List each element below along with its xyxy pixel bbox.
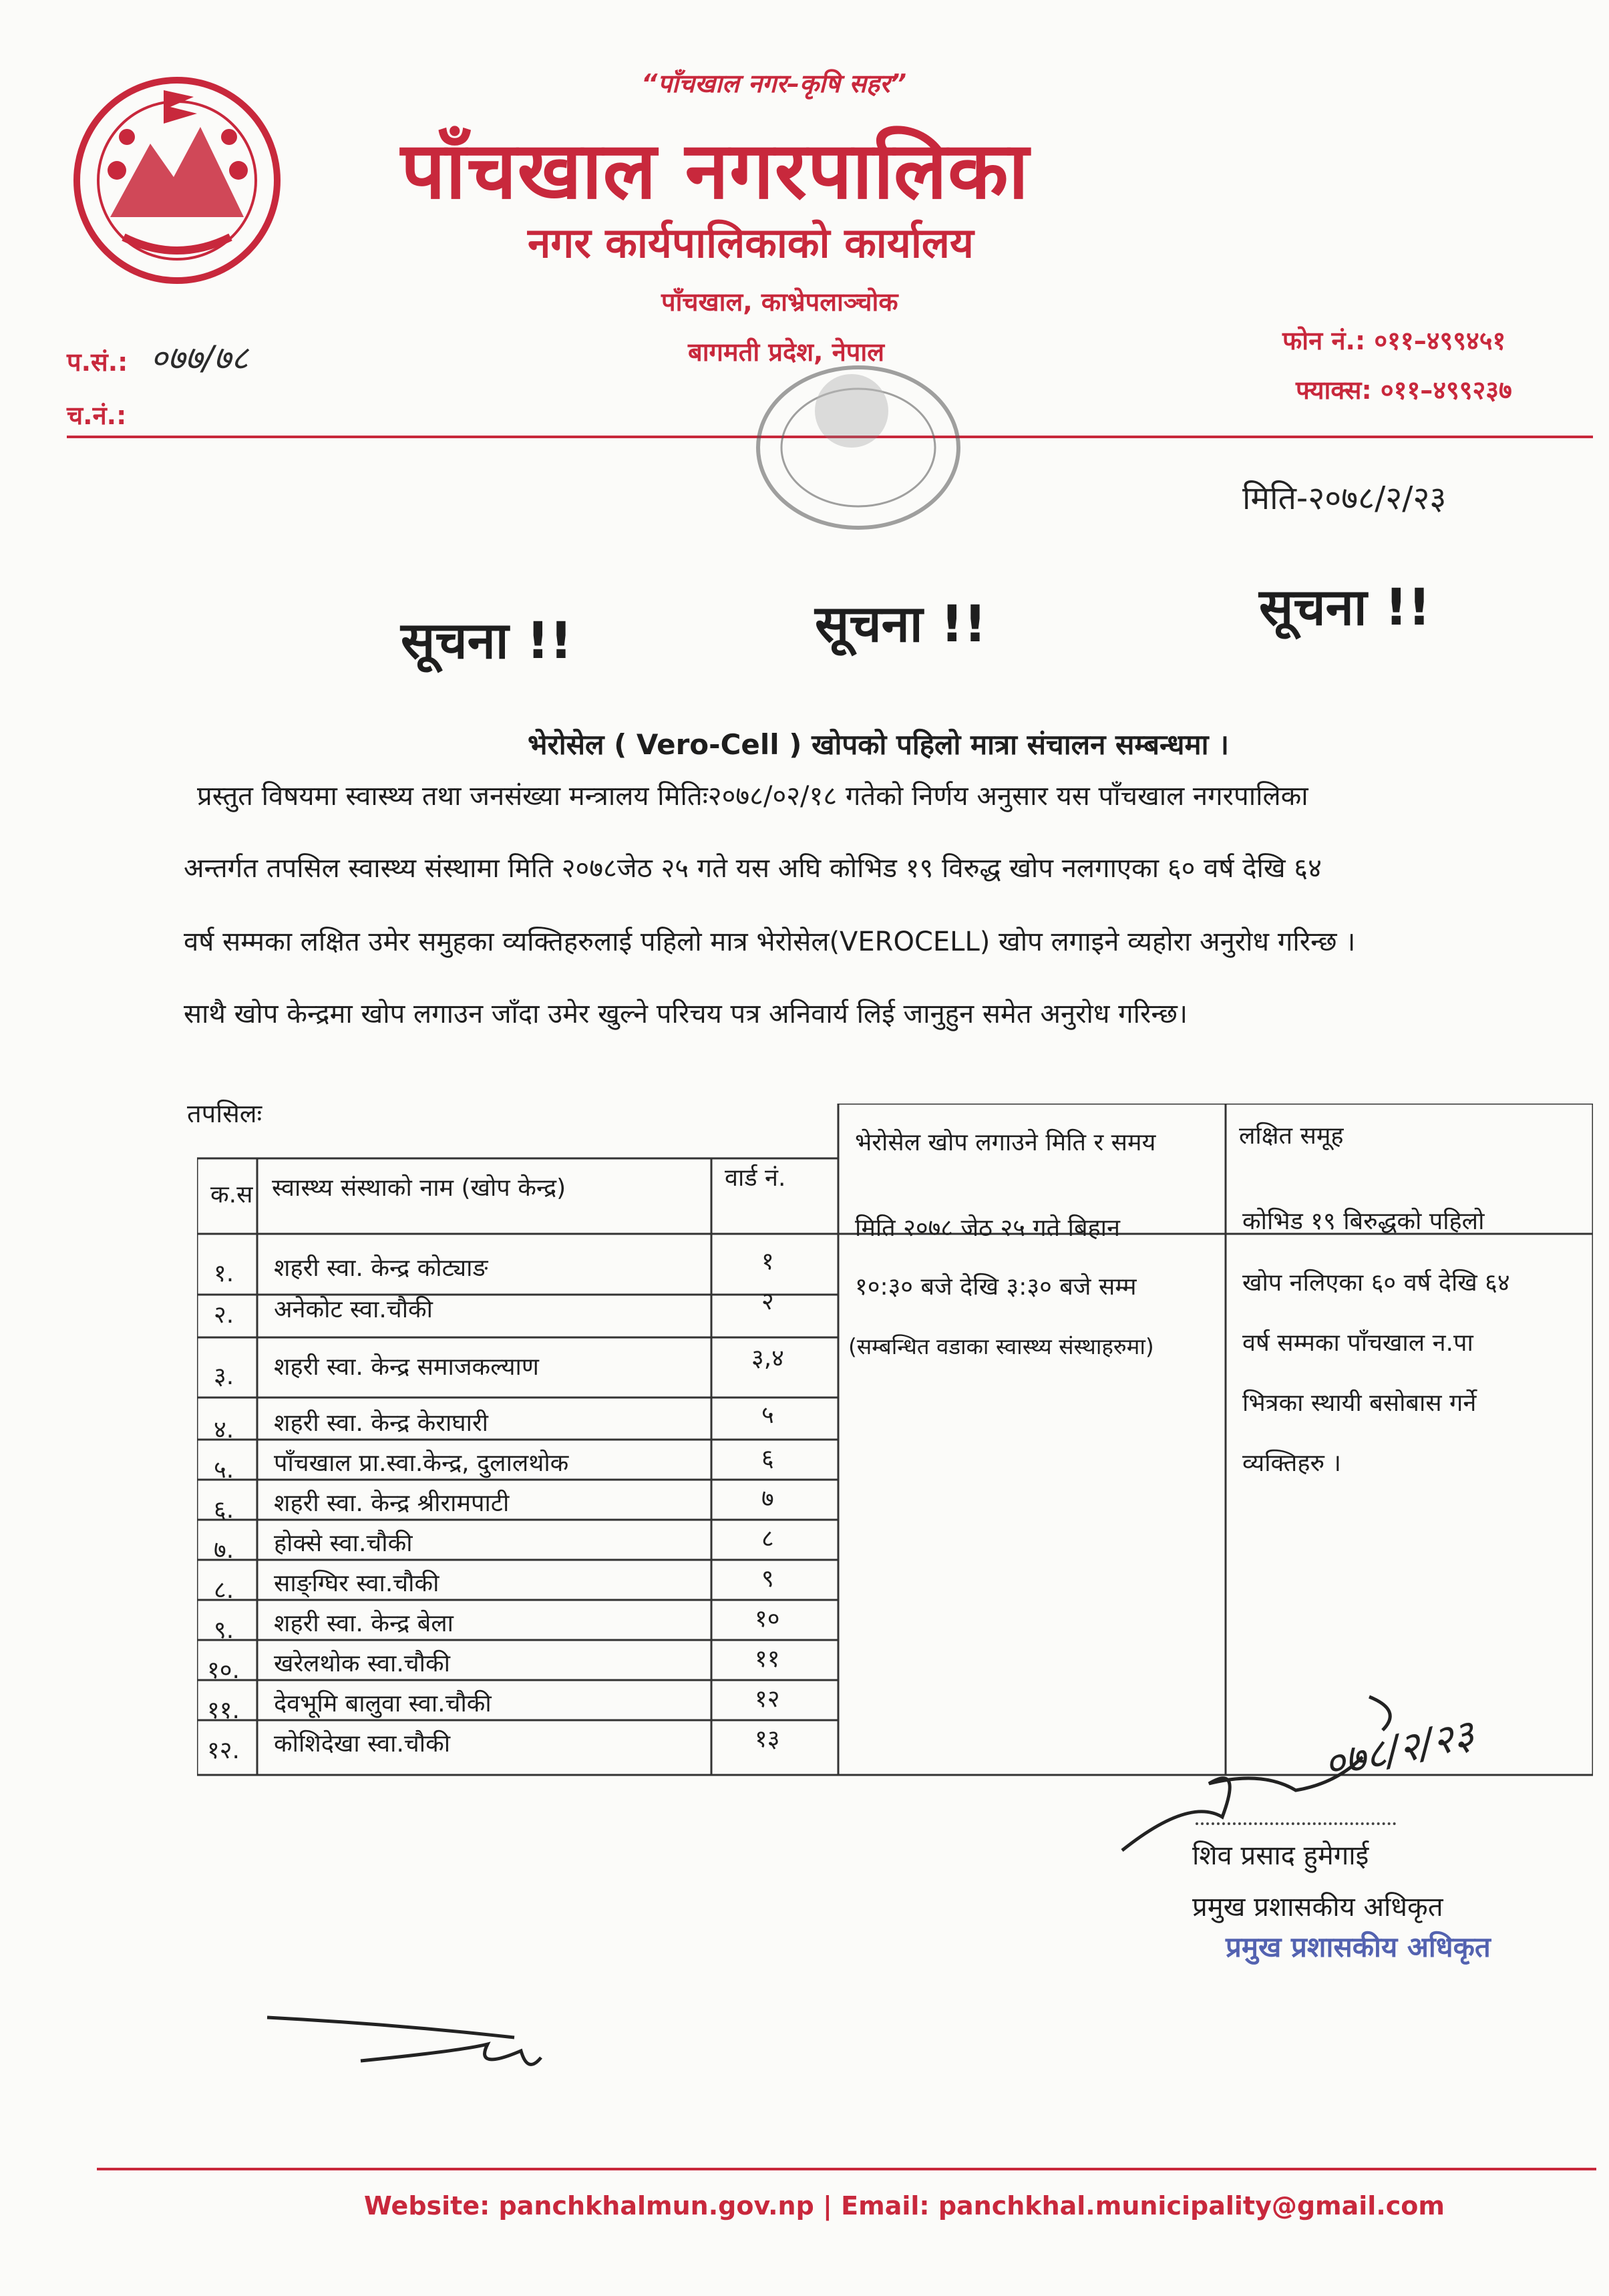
- row-sn: १०.: [207, 1657, 240, 1684]
- row-center-name: शहरी स्वा. केन्द्र समाजकल्याण: [274, 1353, 539, 1381]
- office-name: नगर कार्यपालिकाको कार्यालय: [528, 218, 974, 267]
- vaccination-centers-table: [197, 1104, 1593, 1778]
- row-center-name: शहरी स्वा. केन्द्र श्रीरामपाटी: [274, 1490, 510, 1517]
- row-center-name: अनेकोट स्वा.चौकी: [274, 1296, 433, 1323]
- nepal-emblem-icon: [63, 63, 291, 291]
- row-ward: १२: [755, 1685, 780, 1713]
- letter-date: मिति-२०७८/२/२३: [1242, 480, 1447, 517]
- row-center-name: शहरी स्वा. केन्द्र बेला: [274, 1610, 454, 1637]
- signer-name: शिव प्रसाद हुमेगाई: [1192, 1840, 1369, 1871]
- ref-number-label: प.सं.:: [67, 347, 128, 377]
- row-center-name: कोशिदेखा स्वा.चौकी: [274, 1730, 451, 1758]
- row-ward: ६: [761, 1445, 774, 1472]
- municipality-name: पाँचखाल नगरपालिका: [401, 124, 1030, 216]
- row-sn: १.: [214, 1260, 234, 1287]
- row-center-name: साङ्ग्घिर स्वा.चौकी: [274, 1570, 439, 1597]
- body-line: साथै खोप केन्द्रमा खोप लगाउन जाँदा उमेर खुल्ने परिचय पत्र अनिवार्य लिई जानुहुन समेत अनुरोध गरिन्छ।: [184, 999, 1188, 1029]
- target-line: भित्रका स्थायी बसोबास गर्ने: [1242, 1389, 1477, 1417]
- body-line: अन्तर्गत तपसिल स्वास्थ्य संस्थामा मिति २०७८जेठ २५ गते यस अघि कोभिड १९ विरुद्ध खोप नलगाएका ६० वर्ष देखि ६४: [184, 853, 1322, 884]
- row-sn: १२.: [207, 1737, 240, 1764]
- row-sn: ११.: [207, 1697, 240, 1724]
- address-line-2: बागमती प्रदेश, नेपाल: [688, 337, 884, 367]
- row-center-name: देवभूमि बालुवा स्वा.चौकी: [274, 1690, 492, 1717]
- row-center-name: शहरी स्वा. केन्द्र कोट्याङ: [274, 1255, 488, 1282]
- schedule-line: (सम्बन्धित वडाका स्वास्थ्य संस्थाहरुमा): [848, 1333, 1154, 1359]
- header-sn: क.स: [210, 1181, 253, 1208]
- header-ward: वार्ड नं.: [725, 1164, 786, 1192]
- signer-title: प्रमुख प्रशासकीय अधिकृत: [1192, 1892, 1443, 1923]
- officer-stamp: प्रमुख प्रशासकीय अधिकृत: [1226, 1931, 1491, 1963]
- details-label: तपसिलः: [187, 1099, 262, 1128]
- fax-number: फ्याक्स: ०११–४९९२३७: [1296, 375, 1512, 405]
- phone-number: फोन नं.: ०११–४९९४५१: [1282, 326, 1506, 355]
- row-sn: ९.: [214, 1617, 234, 1644]
- row-ward: २: [761, 1288, 774, 1315]
- target-line: खोप नलिएका ६० वर्ष देखि ६४: [1242, 1269, 1510, 1297]
- handwritten-date: ०७८/२/२३: [1319, 1711, 1479, 1788]
- notice-title: सूचना !!: [815, 594, 987, 653]
- row-sn: ८.: [214, 1577, 234, 1604]
- row-sn: ३.: [214, 1363, 234, 1390]
- initials-scribble: [260, 1997, 568, 2084]
- header-target-group: लक्षित समूह: [1239, 1122, 1344, 1150]
- body-line: प्रस्तुत विषयमा स्वास्थ्य तथा जनसंख्या मन्त्रालय मितिः२०७८/०२/१८ गतेको निर्णय अनुसार यस पाँचखाल नगरपालिका: [197, 781, 1308, 812]
- row-sn: ७.: [214, 1536, 234, 1564]
- signature-line: [1196, 1822, 1396, 1825]
- row-center-name: होक्से स्वा.चौकी: [274, 1530, 413, 1557]
- row-ward: १३: [755, 1726, 780, 1753]
- letter-subject: भेरोसेल ( Vero-Cell ) खोपको पहिलो मात्रा संचालन सम्बन्धमा ।: [528, 728, 1230, 761]
- row-ward: ३,४: [751, 1345, 784, 1372]
- row-ward: १: [761, 1248, 774, 1275]
- notice-title: सूचना !!: [1259, 577, 1431, 637]
- office-stamp: [731, 347, 985, 575]
- row-center-name: खरेलथोक स्वा.चौकी: [274, 1650, 450, 1677]
- schedule-line: मिति २०७८ जेठ २५ गते बिहान: [855, 1214, 1120, 1242]
- header-schedule: भेरोसेल खोप लगाउने मिति र समय: [855, 1129, 1156, 1156]
- row-ward: १०: [755, 1605, 780, 1633]
- ref-number-value: ०७७/७८: [150, 339, 248, 377]
- row-ward: ११: [755, 1645, 780, 1673]
- row-sn: ४.: [214, 1416, 234, 1444]
- body-line: वर्ष सम्मका लक्षित उमेर समुहका व्यक्तिहरुलाई पहिलो मात्र भेरोसेल(VEROCELL) खोप लगाइने व्यहोरा अनुरोध गरिन्छ ।: [184, 927, 1356, 957]
- row-sn: ६.: [214, 1496, 234, 1524]
- target-line: व्यक्तिहरु ।: [1242, 1450, 1342, 1477]
- footer-contact: Website: panchkhalmun.gov.np | Email: panchkhal.municipality@gmail.com: [364, 2191, 1445, 2221]
- row-ward: ९: [761, 1565, 774, 1593]
- notice-title: सूचना !!: [401, 611, 573, 670]
- row-ward: ७: [761, 1485, 774, 1512]
- row-center-name: पाँचखाल प्रा.स्वा.केन्द्र, दुलालथोक: [274, 1450, 569, 1477]
- address-line-1: पाँचखाल, काभ्रेपलाञ्चोक: [661, 287, 898, 317]
- dispatch-number-label: च.नं.:: [67, 401, 127, 430]
- row-center-name: शहरी स्वा. केन्द्र केराघारी: [274, 1410, 488, 1437]
- row-ward: ८: [761, 1525, 774, 1552]
- row-sn: ५.: [214, 1456, 234, 1484]
- slogan: “पाँचखाल नगर–कृषि सहर”: [641, 69, 907, 98]
- row-sn: २.: [214, 1301, 234, 1329]
- footer-divider: [97, 2168, 1596, 2170]
- row-ward: ५: [761, 1402, 774, 1429]
- target-line: कोभिड १९ बिरुद्धको पहिलो: [1242, 1208, 1485, 1235]
- schedule-line: १०:३० बजे देखि ३:३० बजे सम्म: [855, 1273, 1137, 1301]
- header-center-name: स्वास्थ्य संस्थाको नाम (खोप केन्द्र): [272, 1174, 566, 1202]
- target-line: वर्ष सम्मका पाँचखाल न.पा: [1242, 1329, 1473, 1357]
